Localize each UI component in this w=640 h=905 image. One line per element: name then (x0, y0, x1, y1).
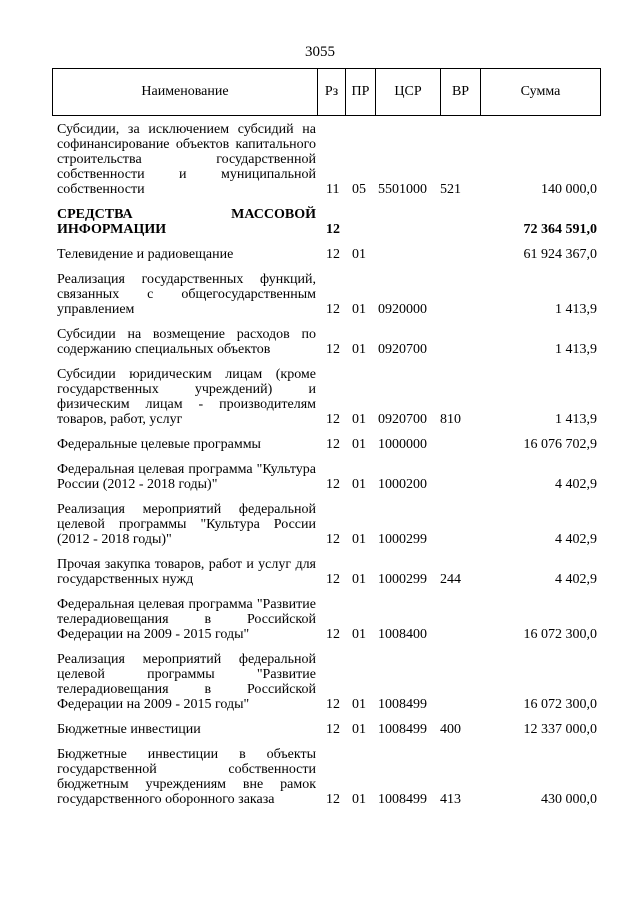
row-sum: 4 402,9 (555, 477, 597, 492)
row-rz: 12 (326, 722, 340, 737)
row-csr: 1008499 (378, 697, 427, 712)
row-sum: 430 000,0 (541, 792, 597, 807)
row-rz: 12 (326, 792, 340, 807)
row-sum: 1 413,9 (555, 342, 597, 357)
row-pr: 01 (352, 572, 366, 587)
row-sum: 4 402,9 (555, 532, 597, 547)
table-header (52, 68, 601, 116)
row-vr: 244 (440, 572, 461, 587)
row-sum: 1 413,9 (555, 412, 597, 427)
row-pr: 05 (352, 182, 366, 197)
row-name: Бюджетные инвестиции в объекты государственной собственности бюджетным учреждениям вне рамок государственного оборонного заказа (57, 747, 316, 807)
row-rz: 12 (326, 222, 340, 237)
row-pr: 01 (352, 477, 366, 492)
row-sum: 16 076 702,9 (523, 437, 597, 452)
row-name: СРЕДСТВА МАССОВОЙ ИНФОРМАЦИИ (57, 207, 316, 237)
row-name: Реализация мероприятий федеральной целевой программы "Развитие телерадиовещания в Российской Федерации на 2009 - 2015 годы" (57, 652, 316, 712)
row-rz: 12 (326, 477, 340, 492)
row-pr: 01 (352, 722, 366, 737)
row-pr: 01 (352, 412, 366, 427)
row-name: Прочая закупка товаров, работ и услуг для государственных нужд (57, 557, 316, 587)
row-rz: 12 (326, 412, 340, 427)
header-vr: ВР (441, 69, 481, 115)
row-csr: 0920700 (378, 342, 427, 357)
row-rz: 12 (326, 697, 340, 712)
row-vr: 400 (440, 722, 461, 737)
row-csr: 1000299 (378, 572, 427, 587)
row-sum: 61 924 367,0 (523, 247, 597, 262)
row-csr: 0920000 (378, 302, 427, 317)
row-pr: 01 (352, 247, 366, 262)
row-csr: 0920700 (378, 412, 427, 427)
row-pr: 01 (352, 342, 366, 357)
row-sum: 140 000,0 (541, 182, 597, 197)
table-row (57, 247, 597, 262)
row-name: Реализация государственных функций, связанных с общегосударственным управлением (57, 272, 316, 317)
row-sum: 12 337 000,0 (523, 722, 597, 737)
row-csr: 1000200 (378, 477, 427, 492)
row-name: Субсидии, за исключением субсидий на софинансирование объектов капитального строительства государственной собственности и муниципальной собственности (57, 122, 316, 197)
table-row (57, 207, 597, 237)
header-rz: Рз (318, 69, 346, 115)
row-pr: 01 (352, 627, 366, 642)
row-sum: 16 072 300,0 (523, 697, 597, 712)
row-name: Субсидии юридическим лицам (кроме государственных учреждений) и физическим лицам - производителям товаров, работ, услуг (57, 367, 316, 427)
row-sum: 1 413,9 (555, 302, 597, 317)
row-pr: 01 (352, 792, 366, 807)
row-pr: 01 (352, 302, 366, 317)
row-vr: 413 (440, 792, 461, 807)
row-csr: 1008400 (378, 627, 427, 642)
table-row (57, 652, 597, 712)
row-csr: 5501000 (378, 182, 427, 197)
row-pr: 01 (352, 437, 366, 452)
row-name: Бюджетные инвестиции (57, 722, 201, 737)
row-rz: 12 (326, 342, 340, 357)
row-rz: 12 (326, 532, 340, 547)
row-csr: 1000299 (378, 532, 427, 547)
row-sum: 72 364 591,0 (523, 222, 597, 237)
table-row (57, 122, 597, 197)
table-row (57, 557, 597, 587)
page-number: 3055 (305, 44, 335, 60)
row-rz: 12 (326, 627, 340, 642)
row-csr: 1000000 (378, 437, 427, 452)
row-pr: 01 (352, 697, 366, 712)
header-sum: Сумма (481, 69, 601, 115)
row-name: Телевидение и радиовещание (57, 247, 234, 262)
header-name: Наименование (53, 69, 318, 115)
row-rz: 12 (326, 302, 340, 317)
table-row (57, 327, 597, 357)
header-csr: ЦСР (376, 69, 441, 115)
table-row (57, 437, 597, 452)
row-sum: 4 402,9 (555, 572, 597, 587)
row-rz: 11 (326, 182, 340, 197)
row-sum: 16 072 300,0 (523, 627, 597, 642)
row-pr: 01 (352, 532, 366, 547)
row-name: Федеральная целевая программа "Развитие телерадиовещания в Российской Федерации на 2009 - 2015 годы" (57, 597, 316, 642)
row-name: Федеральная целевая программа "Культура России (2012 - 2018 годы)" (57, 462, 316, 492)
table-row (57, 597, 597, 642)
table-row (57, 722, 597, 737)
row-csr: 1008499 (378, 792, 427, 807)
row-vr: 810 (440, 412, 461, 427)
table-body (57, 122, 597, 817)
table-row (57, 502, 597, 547)
row-vr: 521 (440, 182, 461, 197)
row-name: Субсидии на возмещение расходов по содержанию специальных объектов (57, 327, 316, 357)
header-pr: ПР (346, 69, 376, 115)
row-rz: 12 (326, 247, 340, 262)
row-rz: 12 (326, 572, 340, 587)
row-name: Федеральные целевые программы (57, 437, 261, 452)
row-csr: 1008499 (378, 722, 427, 737)
row-name: Реализация мероприятий федеральной целевой программы "Культура России (2012 - 2018 годы)" (57, 502, 316, 547)
table-row (57, 367, 597, 427)
row-rz: 12 (326, 437, 340, 452)
table-row (57, 272, 597, 317)
table-row (57, 462, 597, 492)
table-row (57, 747, 597, 807)
